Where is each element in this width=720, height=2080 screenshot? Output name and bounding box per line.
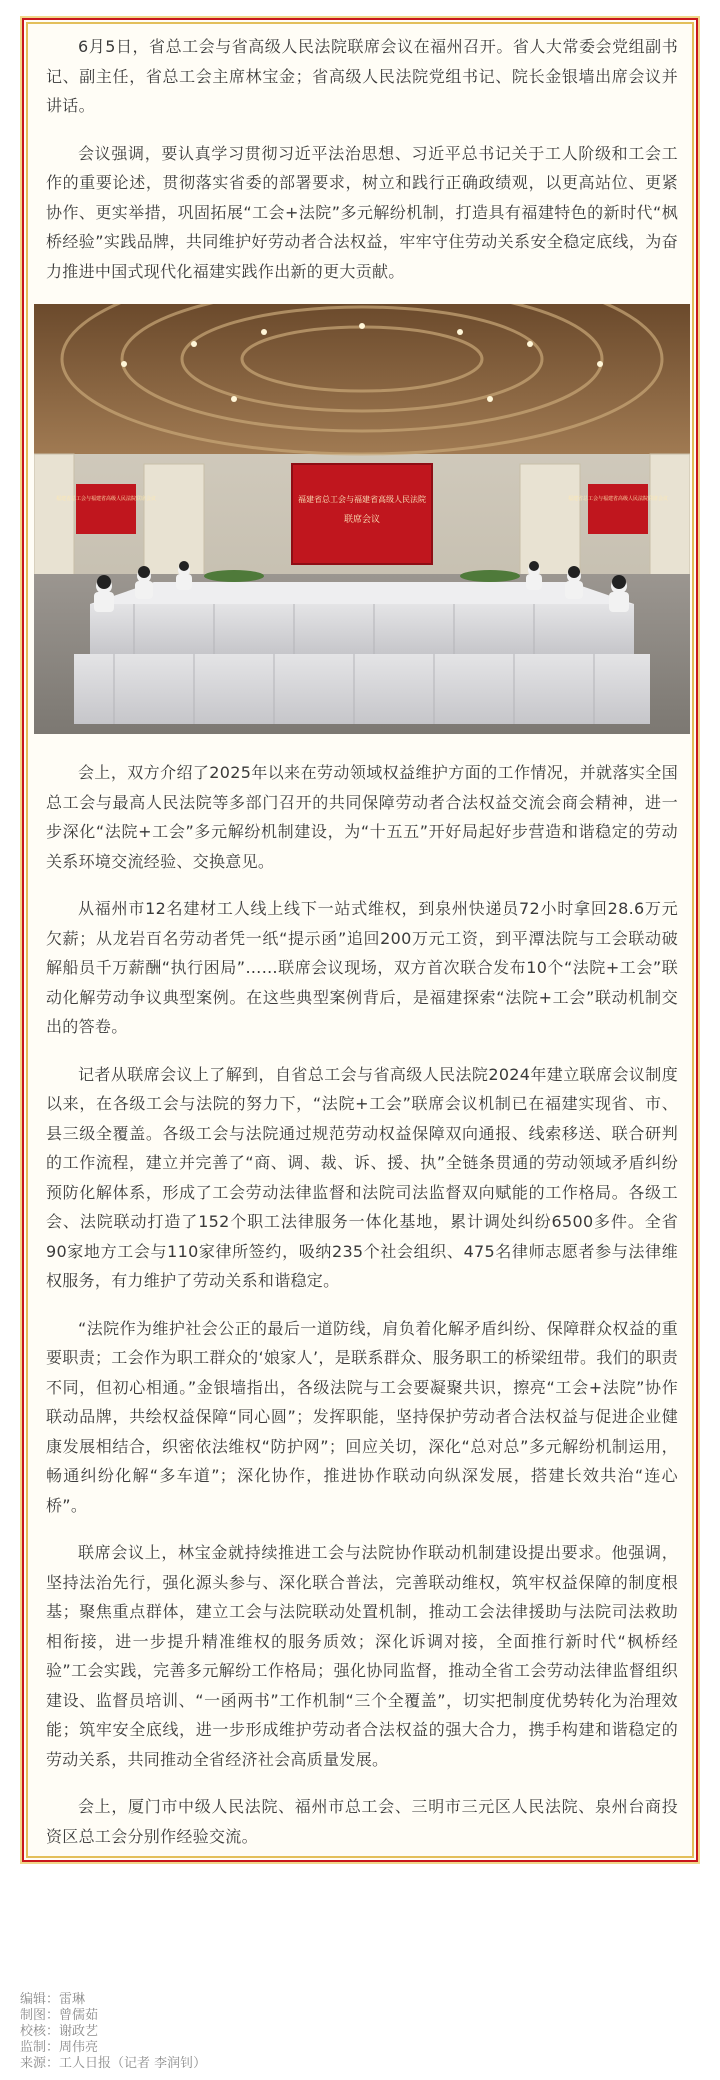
credit-supervisor: 监制：周伟亮 bbox=[20, 2040, 99, 2055]
main-banner-line2: 联席会议 bbox=[343, 515, 381, 525]
credits-block bbox=[20, 1992, 206, 2072]
article-content bbox=[34, 32, 690, 1869]
credit-editor: 编辑：雷琳 bbox=[20, 1992, 86, 2007]
meeting-photo bbox=[34, 304, 690, 734]
credit-design: 制图：曾儒茹 bbox=[20, 2008, 99, 2023]
right-banner-text: 福建省总工会与福建省高级人民法院联席会议 bbox=[567, 496, 669, 502]
credit-source: 来源：工人日报（记者 李润钊） bbox=[20, 2056, 207, 2071]
paragraph-2: 会议强调，要认真学习贯彻习近平法治思想、习近平总书记关于工人阶级和工会工作的重要论述，贯彻落实省委的部署要求，树立和践行正确政绩观，以更高站位、更紧协作、更实举措，巩固拓展“工会+法院”多元解纷机制，打造具有福建特色的新时代“枫桥经验”实践品牌，共同维护好劳动者合法权益，牢牢守住劳动关系安全稳定底线，为奋力推进中国式现代化福建实践作出新的更大贡献。 bbox=[46, 143, 678, 281]
paragraph-4: 从福州市12名建材工人线上线下一站式维权，到泉州快递员72小时拿回28.6万元欠薪；从龙岩百名劳动者凭一纸“提示函”追回200万元工资，到平潭法院与工会联动破解船员千万薪酬“执行困局”……联席会议现场，双方首次联合发布10个“法院+工会”联动化解劳动争议典型案例。在这些典型案例背后，是福建探索“法院+工会”联动机制交出的答卷。 bbox=[46, 899, 678, 1036]
paragraph-1: 6月5日，省总工会与省高级人民法院联席会议在福州召开。省人大常委会党组副书记、副主任，省总工会主席林宝金；省高级人民法院党组书记、院长金银墙出席会议并讲话。 bbox=[46, 37, 678, 115]
credit-proofread: 校核：谢政艺 bbox=[20, 2024, 99, 2039]
paragraph-5: 记者从联席会议上了解到，自省总工会与省高级人民法院2024年建立联席会议制度以来，在各级工会与法院的努力下，“法院+工会”联席会议机制已在福建实现省、市、县三级全覆盖。各级工会与法院通过规范劳动权益保障双向通报、线索移送、联合研判的工作流程，建立并完善了“商、调、裁、诉、援、执”全链条贯通的劳动领域矛盾纠纷预防化解体系，形成了工会劳动法律监督和法院司法监督双向赋能的工作格局。各级工会、法院联动打造了152个职工法律服务一体化基地，累计调处纠纷6500多件。全省90家地方工会与110家律所签约，吸纳235个社会组织、475名律师志愿者参与法律维权服务，有力维护了劳动关系和谐稳定。 bbox=[46, 1064, 678, 1290]
article-frame bbox=[22, 18, 698, 1862]
paragraph-8: 会上，厦门市中级人民法院、福州市总工会、三明市三元区人民法院、泉州台商投资区总工会分别作经验交流。 bbox=[46, 1797, 678, 1846]
paragraph-7: 联席会议上，林宝金就持续推进工会与法院协作联动机制建设提出要求。他强调，坚持法治先行，强化源头参与、深化联合普法，完善联动维权，筑牢权益保障的制度根基；聚焦重点群体，建立工会与法院联动处置机制，推动工会法律援助与法院司法救助相衔接，进一步提升精准维权的服务质效；深化诉调对接，全面推行新时代“枫桥经验”工会实践，完善多元解纷工作格局；强化协同监督，推动全省工会劳动法律监督组织建设、监督员培训、“一函两书”工作机制“三个全覆盖”，切实把制度优势转化为治理效能；筑牢安全底线，进一步形成维护劳动者合法权益的强大合力，携手构建和谐稳定的劳动关系，共同推动全省经济社会高质量发展。 bbox=[46, 1543, 678, 1769]
paragraph-6: “法院作为维护社会公正的最后一道防线，肩负着化解矛盾纠纷、保障群众权益的重要职责；工会作为职工群众的‘娘家人’，是联系群众、服务职工的桥梁纽带。我们的职责不同，但初心相通。”金银墙指出，各级法院与工会要凝聚共识，擦亮“工会+法院”协作联动品牌，共绘权益保障“同心圆”；发挥职能，坚持保护劳动者合法权益与促进企业健康发展相结合，织密依法维权“防护网”；回应关切，深化“总对总”多元解纷机制运用，畅通纠纷化解“多车道”；深化协作，推进协作联动向纵深发展，搭建长效共治“连心桥”。 bbox=[46, 1318, 678, 1515]
main-banner-line1: 福建省总工会与福建省高级人民法院 bbox=[298, 495, 426, 504]
paragraph-3: 会上，双方介绍了2025年以来在劳动领域权益维护方面的工作情况，并就落实全国总工会与最高人民法院等多部门召开的共同保障劳动者合法权益交流会商会精神，进一步深化“法院+工会”多元解纷机制建设，为“十五五”开好局起好步营造和谐稳定的劳动关系环境交流经验、交换意见。 bbox=[46, 763, 678, 871]
left-banner-text: 福建省总工会与福建省高级人民法院联席会议 bbox=[55, 496, 157, 502]
meeting-room-illustration bbox=[34, 304, 690, 734]
